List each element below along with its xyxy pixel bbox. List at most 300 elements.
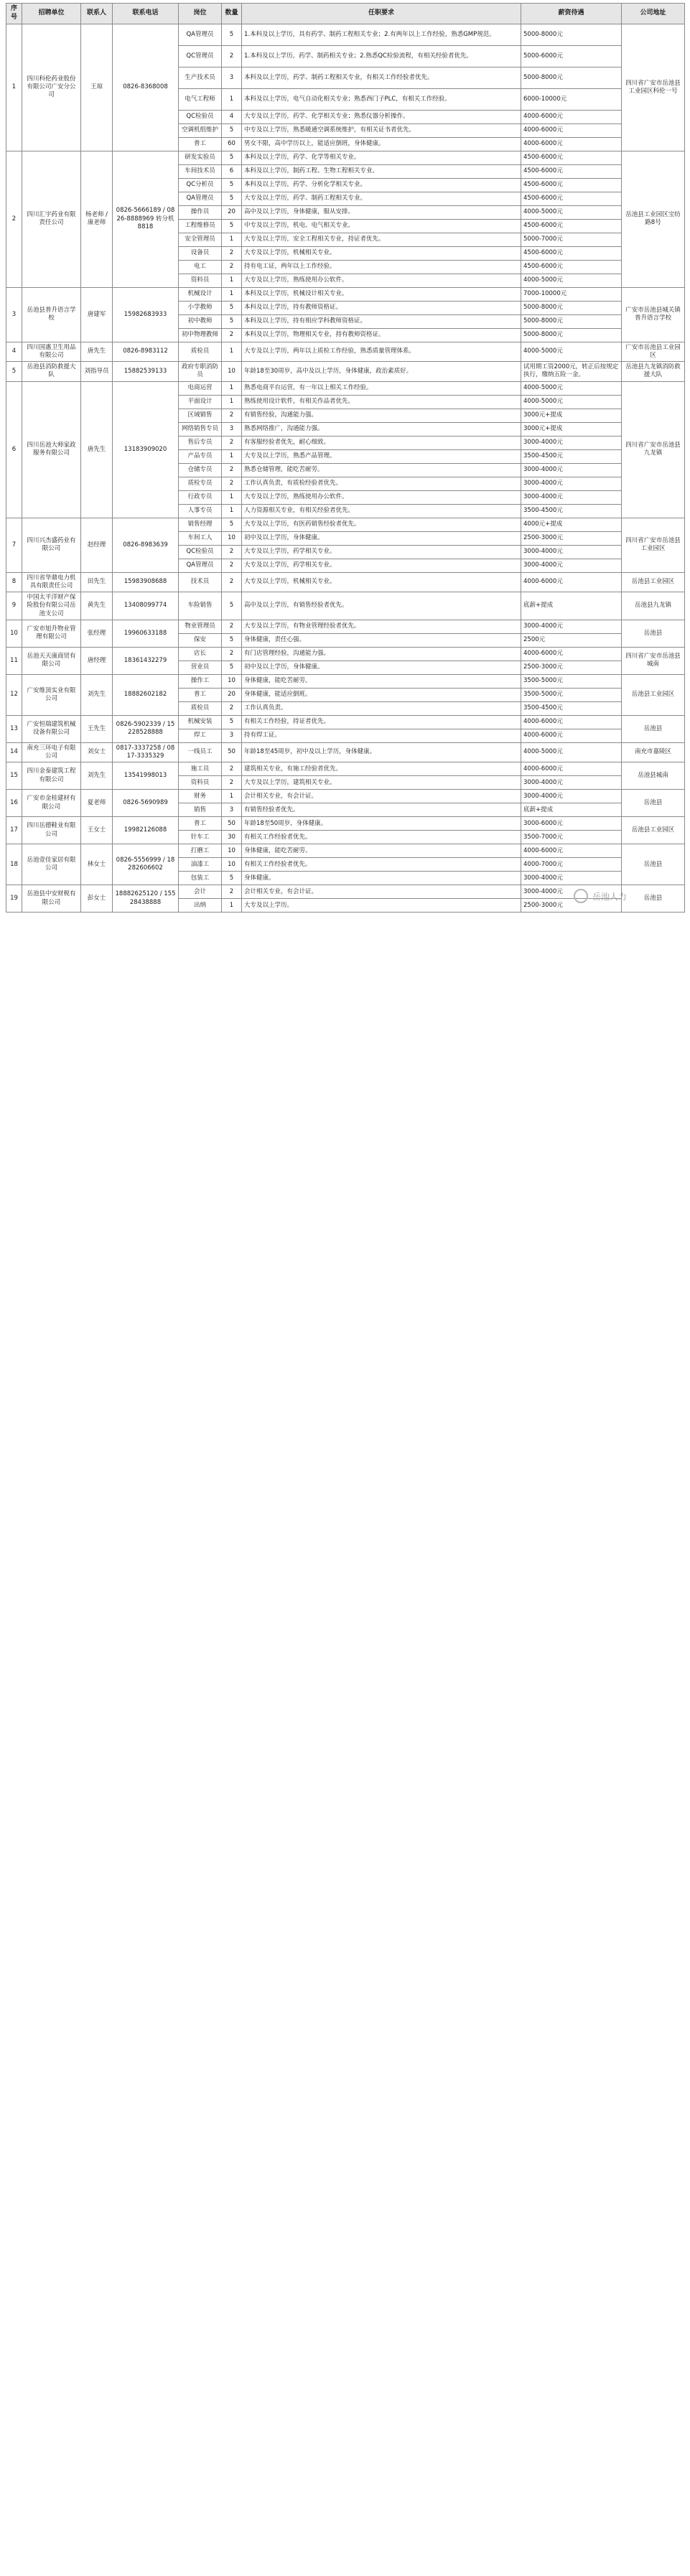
job-count: 1 bbox=[222, 381, 242, 395]
job-salary: 3000元+提成 bbox=[521, 409, 622, 422]
job-title: 仓储专员 bbox=[179, 463, 222, 477]
job-requirements: 年龄18至45周岁，初中及以上学历，身体健康。 bbox=[242, 742, 521, 762]
job-requirements: 身体健康。 bbox=[242, 872, 521, 885]
company-name: 四川科伦药业股份有限公司广安分公司 bbox=[22, 24, 81, 151]
job-count: 3 bbox=[222, 803, 242, 817]
job-salary: 3000-4000元 bbox=[521, 872, 622, 885]
job-count: 2 bbox=[222, 246, 242, 260]
job-title: 初中教师 bbox=[179, 314, 222, 328]
job-count: 5 bbox=[222, 592, 242, 620]
company-no: 9 bbox=[6, 592, 22, 620]
job-count: 20 bbox=[222, 205, 242, 219]
company-no: 14 bbox=[6, 742, 22, 762]
contact-person: 林女士 bbox=[81, 844, 113, 885]
job-requirements: 建筑相关专业，有施工经验者优先。 bbox=[242, 762, 521, 776]
job-salary: 4000-5000元 bbox=[521, 395, 622, 409]
company-name: 广安维顶实业有限公司 bbox=[22, 674, 81, 715]
job-count: 50 bbox=[222, 817, 242, 831]
job-salary: 4500-6000元 bbox=[521, 164, 622, 178]
table-row bbox=[6, 342, 685, 361]
job-count: 5 bbox=[222, 24, 242, 45]
company-no: 1 bbox=[6, 24, 22, 151]
company-address: 岳池县九龙镇 bbox=[622, 592, 685, 620]
job-count: 5 bbox=[222, 123, 242, 137]
job-count: 1 bbox=[222, 449, 242, 463]
company-no: 17 bbox=[6, 817, 22, 844]
company-name: 岳池县中安财税有限公司 bbox=[22, 885, 81, 913]
job-salary: 3000-4000元 bbox=[521, 490, 622, 504]
job-title: 财务 bbox=[179, 790, 222, 803]
table-row bbox=[6, 381, 685, 395]
job-title: 针车工 bbox=[179, 831, 222, 844]
job-title: 车间技术员 bbox=[179, 164, 222, 178]
job-requirements: 1.本科及以上学历，具有药学、制药工程相关专业；2.有两年以上工作经验，熟悉GMP规范。 bbox=[242, 24, 521, 45]
company-address: 广安市岳池县工业园区 bbox=[622, 342, 685, 361]
company-name: 岳池县普升语言学校 bbox=[22, 287, 81, 342]
job-requirements: 会计相关专业，有会计证。 bbox=[242, 885, 521, 899]
job-count: 2 bbox=[222, 45, 242, 67]
job-title: QA管理员 bbox=[179, 24, 222, 45]
header-contact: 联系人 bbox=[81, 4, 113, 24]
contact-phone: 13408099774 bbox=[113, 592, 179, 620]
contact-phone: 15882539133 bbox=[113, 362, 179, 381]
table-row bbox=[6, 647, 685, 661]
table-row bbox=[6, 742, 685, 762]
table-row bbox=[6, 287, 685, 301]
job-title: 空调机组维护 bbox=[179, 123, 222, 137]
company-no: 12 bbox=[6, 674, 22, 715]
company-no: 3 bbox=[6, 287, 22, 342]
job-salary: 5000-6000元 bbox=[521, 45, 622, 67]
contact-phone: 19982126088 bbox=[113, 817, 179, 844]
job-title: QC检验员 bbox=[179, 110, 222, 123]
job-requirements: 工作认真负责。 bbox=[242, 701, 521, 715]
job-requirements: 大专及以上学历，熟练使用办公软件。 bbox=[242, 274, 521, 287]
job-title: QC检验员 bbox=[179, 545, 222, 559]
job-requirements: 男女不限，高中学历以上，能适应倒班，身体健康。 bbox=[242, 137, 521, 151]
job-requirements: 熟练使用设计软件，有相关作品者优先。 bbox=[242, 395, 521, 409]
job-count: 10 bbox=[222, 674, 242, 688]
job-salary: 4500-6000元 bbox=[521, 151, 622, 164]
job-requirements: 大专及以上学历，机械相关专业。 bbox=[242, 572, 521, 592]
job-count: 5 bbox=[222, 518, 242, 531]
contact-phone: 13541998013 bbox=[113, 762, 179, 790]
job-salary: 3000-4000元 bbox=[521, 559, 622, 572]
job-requirements: 人力资源相关专业，有相关经验者优先。 bbox=[242, 504, 521, 518]
job-count: 60 bbox=[222, 137, 242, 151]
table-row bbox=[6, 620, 685, 633]
job-requirements: 大专及以上学历，药学、制药工程相关专业。 bbox=[242, 192, 521, 205]
table-row bbox=[6, 844, 685, 858]
job-requirements: 本科及以上学历，物理相关专业，持有教师资格证。 bbox=[242, 328, 521, 342]
job-count: 1 bbox=[222, 504, 242, 518]
header-address: 公司地址 bbox=[622, 4, 685, 24]
job-salary: 底薪+提成 bbox=[521, 803, 622, 817]
job-title: 焊工 bbox=[179, 729, 222, 742]
company-no: 15 bbox=[6, 762, 22, 790]
company-name: 广安市旭升物业管理有限公司 bbox=[22, 620, 81, 647]
contact-person: 唐先生 bbox=[81, 381, 113, 518]
job-count: 2 bbox=[222, 559, 242, 572]
job-requirements: 大专及以上学历，药学、化学相关专业；熟悉仪器分析操作。 bbox=[242, 110, 521, 123]
job-title: 小学教师 bbox=[179, 301, 222, 314]
watermark-logo-icon bbox=[574, 889, 588, 903]
job-title: 技术员 bbox=[179, 572, 222, 592]
job-title: 油漆工 bbox=[179, 858, 222, 872]
job-title: 机械安装 bbox=[179, 715, 222, 729]
contact-person: 刘先生 bbox=[81, 674, 113, 715]
contact-phone: 19960633188 bbox=[113, 620, 179, 647]
job-count: 5 bbox=[222, 715, 242, 729]
job-count: 1 bbox=[222, 233, 242, 246]
header-count: 数量 bbox=[222, 4, 242, 24]
job-salary: 4000-6000元 bbox=[521, 647, 622, 661]
job-salary: 2500元 bbox=[521, 633, 622, 647]
job-count: 5 bbox=[222, 661, 242, 674]
job-salary: 3000-4000元 bbox=[521, 436, 622, 449]
job-count: 1 bbox=[222, 88, 242, 110]
job-count: 5 bbox=[222, 219, 242, 233]
company-address: 广安市岳池县城关镇普升语言学校 bbox=[622, 287, 685, 342]
job-count: 2 bbox=[222, 545, 242, 559]
job-requirements: 初中及以上学历，身体健康。 bbox=[242, 661, 521, 674]
company-name: 四川岳德鞋业有限公司 bbox=[22, 817, 81, 844]
job-requirements: 本科及以上学历，制药工程、生物工程相关专业。 bbox=[242, 164, 521, 178]
job-requirements: 有门店管理经验，沟通能力强。 bbox=[242, 647, 521, 661]
job-salary: 5000-7000元 bbox=[521, 233, 622, 246]
job-title: 车险销售 bbox=[179, 592, 222, 620]
table-row bbox=[6, 24, 685, 45]
company-no: 10 bbox=[6, 620, 22, 647]
table-header bbox=[6, 4, 685, 24]
job-salary: 4000-6000元 bbox=[521, 123, 622, 137]
header-position: 岗位 bbox=[179, 4, 222, 24]
job-count: 6 bbox=[222, 164, 242, 178]
company-address: 岳池县 bbox=[622, 790, 685, 817]
job-title: 安全管理员 bbox=[179, 233, 222, 246]
job-title: 物业管理员 bbox=[179, 620, 222, 633]
job-requirements: 大专及以上学历，有物业管理经验者优先。 bbox=[242, 620, 521, 633]
company-address: 岳池县工业园区 bbox=[622, 572, 685, 592]
contact-person: 夏老师 bbox=[81, 790, 113, 817]
company-no: 6 bbox=[6, 381, 22, 518]
job-count: 5 bbox=[222, 151, 242, 164]
company-address: 岳池县 bbox=[622, 844, 685, 885]
job-requirements: 有销售经验者优先。 bbox=[242, 803, 521, 817]
job-salary: 4000-5000元 bbox=[521, 742, 622, 762]
job-title: 区域销售 bbox=[179, 409, 222, 422]
job-title: 质检员 bbox=[179, 701, 222, 715]
job-title: 普工 bbox=[179, 817, 222, 831]
job-salary: 3000-4000元 bbox=[521, 620, 622, 633]
job-salary: 4500-6000元 bbox=[521, 178, 622, 192]
contact-person: 黄先生 bbox=[81, 592, 113, 620]
job-title: 操作工 bbox=[179, 674, 222, 688]
company-no: 19 bbox=[6, 885, 22, 913]
job-salary: 4000-5000元 bbox=[521, 342, 622, 361]
job-count: 2 bbox=[222, 762, 242, 776]
job-count: 2 bbox=[222, 477, 242, 490]
job-title: 电气工程师 bbox=[179, 88, 222, 110]
contact-phone: 0817-3337258 / 0817-3335329 bbox=[113, 742, 179, 762]
table-row bbox=[6, 762, 685, 776]
job-count: 1 bbox=[222, 342, 242, 361]
company-address: 岳池县 bbox=[622, 715, 685, 742]
job-salary: 5000-8000元 bbox=[521, 67, 622, 88]
job-count: 10 bbox=[222, 531, 242, 545]
job-count: 5 bbox=[222, 192, 242, 205]
table-row bbox=[6, 518, 685, 531]
contact-person: 王女士 bbox=[81, 817, 113, 844]
contact-person: 王先生 bbox=[81, 715, 113, 742]
job-salary: 4500-6000元 bbox=[521, 219, 622, 233]
job-requirements: 持有电工证，两年以上工作经验。 bbox=[242, 260, 521, 274]
job-count: 10 bbox=[222, 844, 242, 858]
company-name: 广安恒瑞建筑机械设备有限公司 bbox=[22, 715, 81, 742]
company-no: 13 bbox=[6, 715, 22, 742]
company-no: 8 bbox=[6, 572, 22, 592]
job-requirements: 身体健康，能吃苦耐劳。 bbox=[242, 674, 521, 688]
job-salary: 5000-8000元 bbox=[521, 328, 622, 342]
job-count: 5 bbox=[222, 872, 242, 885]
job-count: 2 bbox=[222, 328, 242, 342]
job-salary: 3000-4000元 bbox=[521, 545, 622, 559]
job-title: 车间工人 bbox=[179, 531, 222, 545]
job-salary: 4000元+提成 bbox=[521, 518, 622, 531]
job-title: 保安 bbox=[179, 633, 222, 647]
job-requirements: 本科及以上学历，药学、制药工程相关专业，有相关工作经验者优先。 bbox=[242, 67, 521, 88]
job-count: 2 bbox=[222, 885, 242, 899]
contact-person: 刘女士 bbox=[81, 742, 113, 762]
header-requirements: 任职要求 bbox=[242, 4, 521, 24]
job-title: 会计 bbox=[179, 885, 222, 899]
job-count: 30 bbox=[222, 831, 242, 844]
company-no: 2 bbox=[6, 151, 22, 287]
job-count: 2 bbox=[222, 701, 242, 715]
job-salary: 3500-4500元 bbox=[521, 449, 622, 463]
job-count: 3 bbox=[222, 729, 242, 742]
job-salary: 4500-6000元 bbox=[521, 260, 622, 274]
job-salary: 4000-6000元 bbox=[521, 110, 622, 123]
job-salary: 3000-6000元 bbox=[521, 817, 622, 831]
job-salary: 5000-8000元 bbox=[521, 24, 622, 45]
job-requirements: 熟悉电商平台运营，有一年以上相关工作经验。 bbox=[242, 381, 521, 395]
job-salary: 4000-6000元 bbox=[521, 572, 622, 592]
company-name: 四川岳池大师家政服务有限公司 bbox=[22, 381, 81, 518]
job-requirements: 本科及以上学历，持有教师资格证。 bbox=[242, 301, 521, 314]
job-requirements: 有相关工作经验者优先。 bbox=[242, 831, 521, 844]
table-row bbox=[6, 817, 685, 831]
job-count: 20 bbox=[222, 688, 242, 701]
job-title: 行政专员 bbox=[179, 490, 222, 504]
job-requirements: 有相关工作经验者优先。 bbox=[242, 858, 521, 872]
job-salary: 5000-8000元 bbox=[521, 301, 622, 314]
job-requirements: 大专及以上学历，安全工程相关专业，持证者优先。 bbox=[242, 233, 521, 246]
job-salary: 2500-3000元 bbox=[521, 899, 622, 913]
company-address: 四川省广安市岳池县九龙镇 bbox=[622, 381, 685, 518]
contact-person: 刘先生 bbox=[81, 762, 113, 790]
table-row bbox=[6, 572, 685, 592]
job-salary: 4000-5000元 bbox=[521, 274, 622, 287]
contact-phone: 15983908688 bbox=[113, 572, 179, 592]
contact-phone: 15982683933 bbox=[113, 287, 179, 342]
job-title: 售后专员 bbox=[179, 436, 222, 449]
job-title: 政府专职消防员 bbox=[179, 362, 222, 381]
job-count: 2 bbox=[222, 260, 242, 274]
company-address: 岳池县工业园区 bbox=[622, 817, 685, 844]
job-requirements: 本科及以上学历，药学、分析化学相关专业。 bbox=[242, 178, 521, 192]
contact-phone: 18361432279 bbox=[113, 647, 179, 674]
job-salary: 2500-3000元 bbox=[521, 661, 622, 674]
job-title: 初中物理教师 bbox=[179, 328, 222, 342]
contact-person: 唐先生 bbox=[81, 342, 113, 361]
contact-phone: 0826-8983639 bbox=[113, 518, 179, 572]
job-requirements: 大专及以上学历。 bbox=[242, 899, 521, 913]
company-no: 7 bbox=[6, 518, 22, 572]
job-title: 生产技术员 bbox=[179, 67, 222, 88]
contact-phone: 13183909020 bbox=[113, 381, 179, 518]
job-requirements: 身体健康，能适应倒班。 bbox=[242, 688, 521, 701]
company-address: 四川省广安市岳池县城南 bbox=[622, 647, 685, 674]
job-count: 5 bbox=[222, 178, 242, 192]
company-name: 广安市金桂建材有限公司 bbox=[22, 790, 81, 817]
job-count: 2 bbox=[222, 436, 242, 449]
job-salary: 4500-6000元 bbox=[521, 192, 622, 205]
job-count: 50 bbox=[222, 742, 242, 762]
header-no: 序号 bbox=[6, 4, 22, 24]
job-count: 10 bbox=[222, 362, 242, 381]
table-row bbox=[6, 790, 685, 803]
table-row bbox=[6, 592, 685, 620]
job-requirements: 中专及以上学历，机电、电气相关专业。 bbox=[242, 219, 521, 233]
job-count: 2 bbox=[222, 776, 242, 790]
job-count: 2 bbox=[222, 620, 242, 633]
header-phone: 联系电话 bbox=[113, 4, 179, 24]
company-name: 四川国惠卫生用品有限公司 bbox=[22, 342, 81, 361]
company-name: 四川金泰建筑工程有限公司 bbox=[22, 762, 81, 790]
job-requirements: 本科及以上学历，药学、化学等相关专业。 bbox=[242, 151, 521, 164]
job-requirements: 本科及以上学历，电气自动化相关专业；熟悉西门子PLC，有相关工作经验。 bbox=[242, 88, 521, 110]
job-salary: 5000-8000元 bbox=[521, 314, 622, 328]
job-requirements: 熟悉仓储管理，能吃苦耐劳。 bbox=[242, 463, 521, 477]
job-requirements: 年龄18至30周岁，高中及以上学历，身体健康，政治素质好。 bbox=[242, 362, 521, 381]
job-title: 机械设计 bbox=[179, 287, 222, 301]
job-title: 普工 bbox=[179, 137, 222, 151]
job-salary: 4000-6000元 bbox=[521, 844, 622, 858]
job-salary: 4000-6000元 bbox=[521, 137, 622, 151]
job-title: 出纳 bbox=[179, 899, 222, 913]
job-requirements: 有销售经验，沟通能力强。 bbox=[242, 409, 521, 422]
company-address: 岳池县 bbox=[622, 620, 685, 647]
job-salary: 2500-3000元 bbox=[521, 531, 622, 545]
company-name: 岳池天天康商贸有限公司 bbox=[22, 647, 81, 674]
job-count: 1 bbox=[222, 490, 242, 504]
job-count: 1 bbox=[222, 395, 242, 409]
job-title: 销售经理 bbox=[179, 518, 222, 531]
company-name: 南充三环电子有限公司 bbox=[22, 742, 81, 762]
job-count: 2 bbox=[222, 409, 242, 422]
job-requirements: 身体健康，能吃苦耐劳。 bbox=[242, 844, 521, 858]
company-no: 18 bbox=[6, 844, 22, 885]
company-no: 5 bbox=[6, 362, 22, 381]
job-title: 操作员 bbox=[179, 205, 222, 219]
job-salary: 3500-4500元 bbox=[521, 504, 622, 518]
contact-person: 彭女士 bbox=[81, 885, 113, 913]
contact-phone: 0826-8983112 bbox=[113, 342, 179, 361]
table-row bbox=[6, 715, 685, 729]
job-count: 1 bbox=[222, 790, 242, 803]
company-name: 四川兴杰盛药业有限公司 bbox=[22, 518, 81, 572]
job-title: 施工员 bbox=[179, 762, 222, 776]
job-title: QA管理员 bbox=[179, 559, 222, 572]
job-title: 平面设计 bbox=[179, 395, 222, 409]
contact-phone: 0826-5690989 bbox=[113, 790, 179, 817]
job-title: 电商运营 bbox=[179, 381, 222, 395]
job-requirements: 有相关工作经验，持证者优先。 bbox=[242, 715, 521, 729]
job-count: 4 bbox=[222, 110, 242, 123]
contact-person: 刘指导员 bbox=[81, 362, 113, 381]
job-requirements: 大专及以上学历，药学相关专业。 bbox=[242, 545, 521, 559]
job-salary: 4000-5000元 bbox=[521, 205, 622, 219]
job-requirements: 熟悉网络推广，沟通能力强。 bbox=[242, 422, 521, 436]
contact-person: 杨老师 / 康老师 bbox=[81, 151, 113, 287]
header-company: 招聘单位 bbox=[22, 4, 81, 24]
job-title: 包装工 bbox=[179, 872, 222, 885]
job-title: 产品专员 bbox=[179, 449, 222, 463]
watermark bbox=[574, 887, 674, 905]
table-row bbox=[6, 674, 685, 688]
job-count: 2 bbox=[222, 463, 242, 477]
job-salary: 3000-4000元 bbox=[521, 885, 622, 899]
contact-person: 张经理 bbox=[81, 620, 113, 647]
company-no: 11 bbox=[6, 647, 22, 674]
job-salary: 4000-7000元 bbox=[521, 858, 622, 872]
table-row bbox=[6, 151, 685, 164]
job-salary: 7000-10000元 bbox=[521, 287, 622, 301]
job-requirements: 1.本科及以上学历，药学、制药相关专业；2.熟悉QC检验流程，有相关经验者优先。 bbox=[242, 45, 521, 67]
contact-phone: 18882602182 bbox=[113, 674, 179, 715]
job-title: 质检员 bbox=[179, 342, 222, 361]
job-title: QC分析员 bbox=[179, 178, 222, 192]
job-count: 10 bbox=[222, 858, 242, 872]
job-requirements: 本科及以上学历，持有相应学科教师资格证。 bbox=[242, 314, 521, 328]
contact-person: 王琼 bbox=[81, 24, 113, 151]
job-salary: 3000-4000元 bbox=[521, 790, 622, 803]
job-title: 网络销售专员 bbox=[179, 422, 222, 436]
job-count: 2 bbox=[222, 572, 242, 592]
job-requirements: 初中及以上学历，身体健康。 bbox=[242, 531, 521, 545]
contact-phone: 18882625120 / 15528438888 bbox=[113, 885, 179, 913]
job-requirements: 大专及以上学历，熟练使用办公软件。 bbox=[242, 490, 521, 504]
contact-phone: 0826-5666189 / 0826-8888969 转分机8818 bbox=[113, 151, 179, 287]
job-salary: 3500-4500元 bbox=[521, 701, 622, 715]
job-requirements: 年龄18至50周岁，身体健康。 bbox=[242, 817, 521, 831]
company-name: 四川汇宇药业有限责任公司 bbox=[22, 151, 81, 287]
job-requirements: 工作认真负责，有质检经验者优先。 bbox=[242, 477, 521, 490]
job-title: 设备员 bbox=[179, 246, 222, 260]
job-salary: 3000-4000元 bbox=[521, 477, 622, 490]
contact-phone: 0826-5902339 / 15228528888 bbox=[113, 715, 179, 742]
job-title: 资料员 bbox=[179, 274, 222, 287]
job-salary: 4000-6000元 bbox=[521, 715, 622, 729]
job-title: 打磨工 bbox=[179, 844, 222, 858]
company-address: 岳池县工业园区宝纺路8号 bbox=[622, 151, 685, 287]
job-count: 2 bbox=[222, 647, 242, 661]
job-title: QC管理员 bbox=[179, 45, 222, 67]
job-salary: 6000-10000元 bbox=[521, 88, 622, 110]
company-address: 岳池县工业园区 bbox=[622, 674, 685, 715]
job-requirements: 大专及以上学历，两年以上质检工作经验，熟悉质量管理体系。 bbox=[242, 342, 521, 361]
